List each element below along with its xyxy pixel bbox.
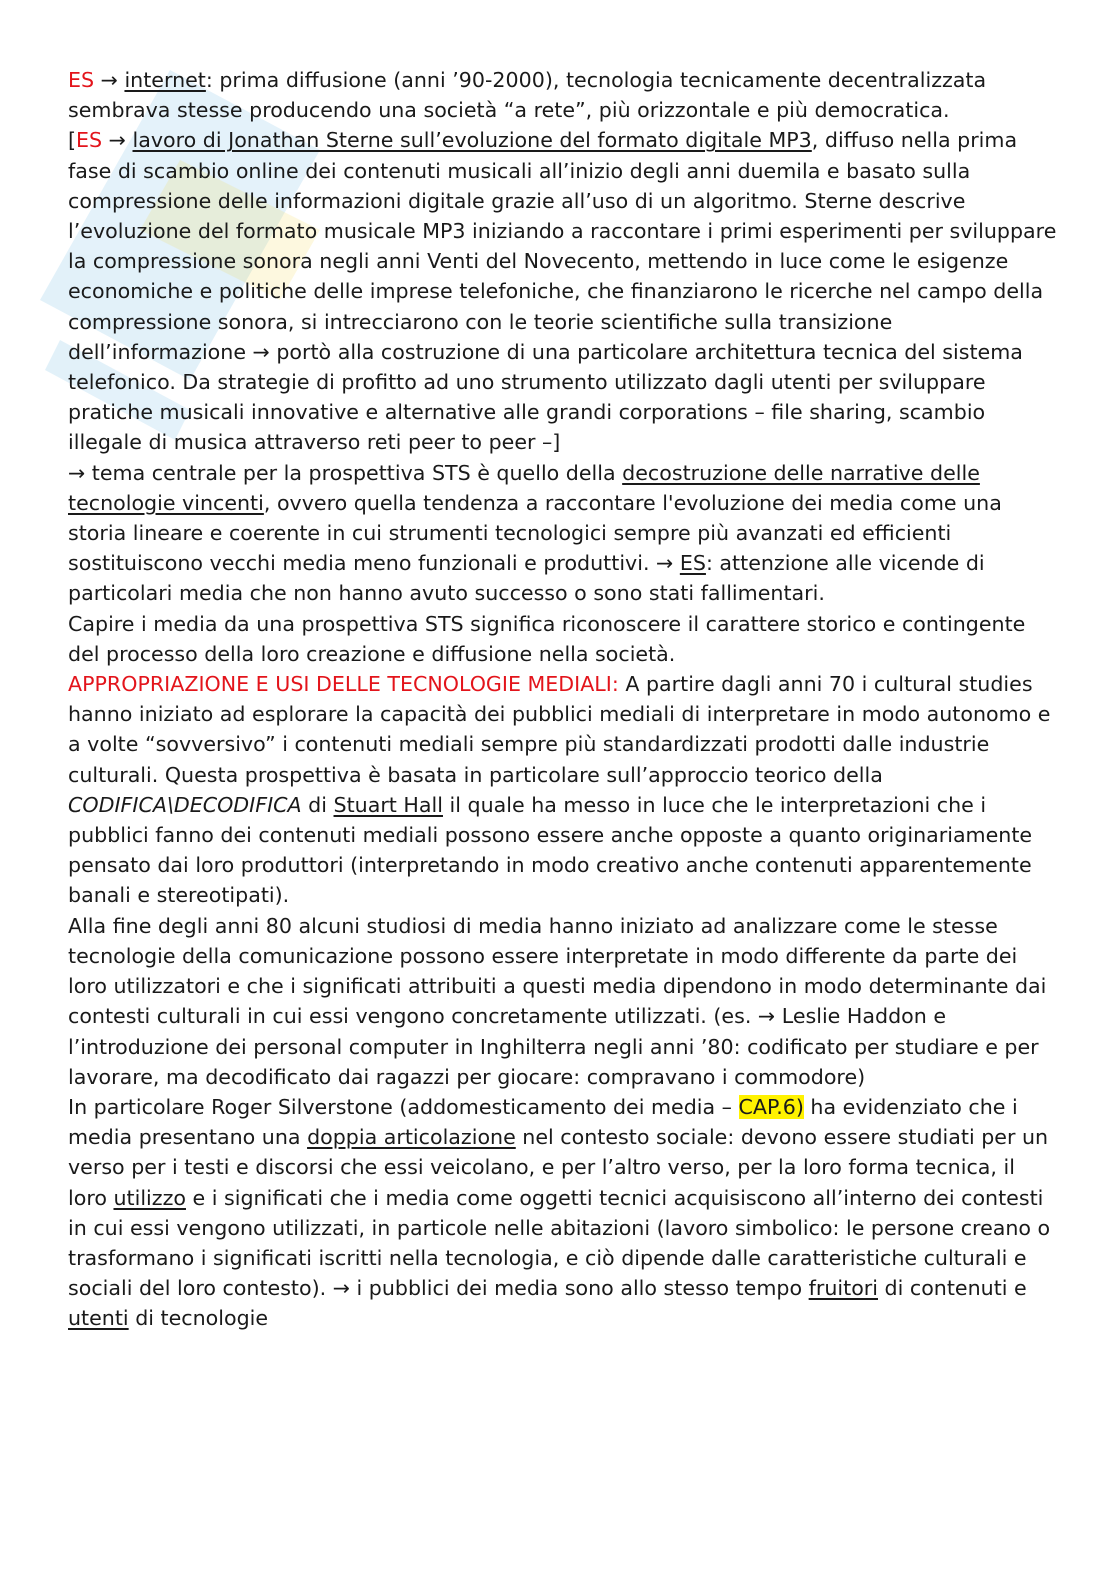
paragraph	[68, 458, 1058, 609]
paragraph	[68, 911, 1058, 1092]
underline-text-run: doppia articolazione	[307, 1125, 516, 1150]
paragraph	[68, 125, 1058, 457]
text-run: [	[68, 128, 77, 153]
underline-text-run: utenti	[68, 1306, 129, 1331]
underline-text-run: internet	[124, 68, 206, 92]
text-run: ha evidenziato che i media presentano una	[68, 1094, 1018, 1150]
text-run: →	[94, 68, 125, 92]
paragraph	[68, 669, 1058, 911]
red-text-run: ES	[68, 68, 95, 92]
text-run: di contenuti e	[878, 1276, 1027, 1301]
underline-text-run: decostruzione delle narrative delle tecnologie vincenti	[68, 460, 980, 515]
text-run: nel contesto sociale: devono essere studiati per un verso per i testi e discorsi che essi veicolano, e per l’altro verso, per la loro forma tecnica, il loro	[68, 1125, 1049, 1210]
red-text-run: APPROPRIAZIONE E USI DELLE TECNOLOGIE MEDIALI:	[68, 672, 619, 697]
text-run: A partire dagli anni 70 i cultural studies hanno iniziato ad esplorare la capacità dei pubblici mediali di interpretare in modo autonomo e a volte “sovversivo” i contenuti mediali sempre più standardizzati prodotti dalle industrie culturali. Questa prospettiva è basata in particolare sull’approccio teorico della	[68, 672, 1051, 787]
text-run: In particolare Roger Silverstone (addomesticamento dei media –	[68, 1094, 739, 1119]
text-run: , ovvero quella tendenza a raccontare l'evoluzione dei media come una storia lineare e coerente in cui strumenti tecnologici sempre più avanzati ed efficienti sostituiscono vecchi media meno funzionali e produttivi. →	[68, 490, 1002, 576]
text-run: di	[301, 792, 334, 817]
red-text-run: ES	[76, 128, 103, 153]
text-run: : prima diffusione (anni ’90-2000), tecnologia tecnicamente decentralizzata sembrava stesse producendo una società “a rete”, più orizzontale e più democratica.	[68, 68, 987, 123]
underline-text-run: lavoro di Jonathan Sterne sull’evoluzione del formato digitale MP3	[132, 128, 812, 153]
text-run: , diffuso nella prima fase di scambio online dei contenuti musicali all’inizio degli anni duemila e basato sulla compressione delle informazioni digitale grazie all’uso di un algoritmo. Sterne descrive l’evoluzione del formato musicale MP3 iniziando a raccontare i primi esperimenti per sviluppare la compressione sonora negli anni Venti del Novecento, mettendo in luce come le esigenze economiche e politiche delle imprese telefoniche, che finanziarono le ricerche nel campo della compressione sonora, si intrecciarono con le teorie scientifiche sulla transizione dell’informazione → portò alla costruzione di una particolare architettura tecnica del sistema telefonico. Da strategie di profitto ad uno strumento utilizzato dagli utenti per sviluppare pratiche musicali innovative e alternative alle grandi corporations – file sharing, scambio illegale di musica attraverso reti peer to peer –]	[68, 128, 1057, 455]
text-run: →	[102, 128, 133, 153]
text-run: il quale ha messo in luce che le interpretazioni che i pubblici fanno dei contenuti mediali possono essere anche opposte a quanto originariamente pensato dai loro produttori (interpretando in modo creativo anche contenuti apparentemente banali e stereotipati).	[68, 792, 1033, 908]
underline-text-run: ES	[679, 551, 706, 576]
underline-text-run: utilizzo	[113, 1185, 186, 1210]
text-run: Capire i media da una prospettiva STS significa riconoscere il carattere storico e contingente del processo della loro creazione e diffusione nella società.	[68, 611, 1026, 666]
highlight-text-run: CAP.6)	[738, 1094, 804, 1119]
text-run: e i significati che i media come oggetti tecnici acquisiscono all’interno dei contesti in cui essi vengono utilizzati, in particole nelle abitazioni (lavoro simbolico: le persone creano o trasformano i significati iscritti nella tecnologia, e ciò dipende dalle caratteristiche culturali e sociali del loro contesto). → i pubblici dei media sono allo stesso tempo	[68, 1185, 1051, 1301]
underline-text-run: fruitori	[808, 1276, 878, 1301]
paragraph	[68, 65, 1058, 125]
italic-text-run: CODIFICA\DECODIFICA	[68, 792, 302, 817]
underline-text-run: Stuart Hall	[333, 792, 443, 817]
text-run: : attenzione alle vicende di particolari media che non hanno avuto successo o sono stati fallimentari.	[68, 551, 985, 606]
paragraph	[68, 1092, 1058, 1334]
text-run: Alla fine degli anni 80 alcuni studiosi di media hanno iniziato ad analizzare come le stesse tecnologie della comunicazione possono essere interpretate in modo differente da parte dei loro utilizzatori e che i significati attribuiti a questi media dipendono in modo determinante dai contesti culturali in cui essi vengono concretamente utilizzati. (es. → Leslie Haddon e l’introduzione dei personal computer in Inghilterra negli anni ’80: codificato per studiare e per lavorare, ma decodificato dai ragazzi per giocare: compravano i commodore)	[68, 913, 1047, 1089]
text-run: di tecnologie	[128, 1306, 269, 1331]
document-page	[68, 65, 1058, 1334]
text-run: → tema centrale per la prospettiva STS è quello della	[68, 460, 623, 485]
paragraph	[68, 609, 1058, 669]
